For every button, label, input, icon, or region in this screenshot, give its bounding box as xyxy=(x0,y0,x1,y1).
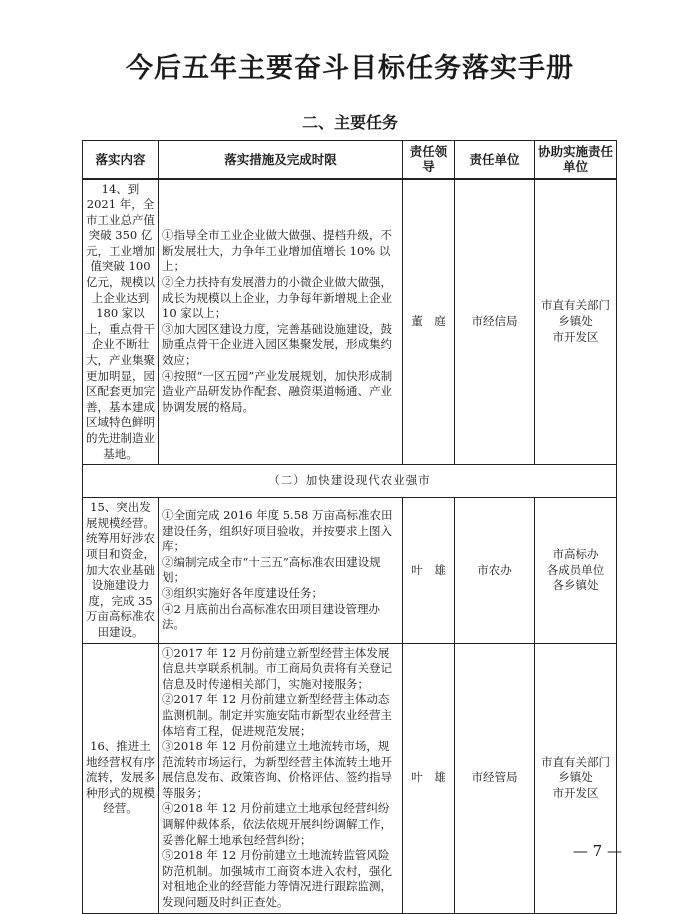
subheading-row xyxy=(83,465,617,498)
assist-item: 各成员单位 xyxy=(546,562,605,577)
assist-item: 各乡镇处 xyxy=(552,578,599,593)
measure-item: ③加大园区建设力度，完善基础设施建设，鼓励重点骨干企业进入园区集聚发展，形成集约效应； xyxy=(162,321,392,368)
table-row xyxy=(83,179,617,465)
assist-item: 乡镇处 xyxy=(558,314,593,329)
assist-item: 乡镇处 xyxy=(558,770,593,785)
responsible-leader: 董 庭 xyxy=(403,179,455,465)
task-measures xyxy=(159,498,403,643)
assist-item: 市开发区 xyxy=(552,785,599,800)
task-measures xyxy=(159,643,403,913)
assisting-units xyxy=(535,498,617,643)
measure-item: ①指导全市工业企业做大做强、提档升级，不断发展壮大，力争年工业增加值增长 10% 以上； xyxy=(162,228,392,274)
measure-item: ②编制完成全市“十三五”高标准农田建设规划； xyxy=(162,554,381,585)
measure-item: ④按照“一区五园”产业发展规划，加快形成制造业产品研发协作配套、融资渠道畅通、产业协调发展的格局。 xyxy=(162,368,393,414)
table-row xyxy=(83,643,617,913)
assist-item: 市高标办 xyxy=(552,546,599,561)
responsible-unit: 市经信局 xyxy=(455,179,535,465)
measure-item: ③组织实施好各年度建设任务； xyxy=(162,585,323,600)
task-measures xyxy=(159,179,403,465)
table-header-row xyxy=(83,141,617,179)
task-content: 15、突出发展规模经营。统筹用好涉农项目和资金，加大农业基础设施建设力度，完成 35 万亩高标准农田建设。 xyxy=(83,498,159,643)
task-content: 16、推进土地经营权有序流转，发展多种形式的规模经营。 xyxy=(83,643,159,913)
page-number: — 7 — xyxy=(572,842,622,860)
header-measures: 落实措施及完成时限 xyxy=(159,141,403,179)
responsible-unit: 市经管局 xyxy=(455,643,535,913)
measure-item: ⑤2018 年 12 月份前建立土地流转监管风险防范机制。加强城市工商资本进入农村，强化对租地企业的经营能力等情况进行跟踪监测，发现问题及时纠正查处。 xyxy=(162,848,392,910)
measure-item: ②全力扶持有发展潜力的小微企业做大做强，成长为规模以上企业，力争每年新增规上企业 10 家以上； xyxy=(162,275,392,321)
measure-item: ③2018 年 12 月份前建立土地流转市场，规范流转市场运行，为新型经营主体流转土地开展信息发布、政策咨询、价格评估、签约指导等服务； xyxy=(162,739,392,800)
task-table xyxy=(82,140,617,914)
document-title: 今后五年主要奋斗目标任务落实手册 xyxy=(126,53,574,84)
header-leader: 责任领导 xyxy=(403,141,455,179)
header-unit: 责任单位 xyxy=(455,141,535,179)
measure-item: ④2 月底前出台高标准农田项目建设管理办法。 xyxy=(162,601,380,632)
measure-item: ②2017 年 12 月份前建立新型经营主体动态监测机制。制定并实施安陆市新型农业经营主体培育工程，促进规范发展； xyxy=(162,692,392,738)
assist-item: 市直有关部门 xyxy=(541,754,610,769)
task-content: 14、到 2021 年，全市工业总产值突破 350 亿元，工业增加值突破 100 亿元，规模以上企业达到 180 家以上，重点骨干企业不断壮大，产业集聚更加明显，园区配套更加完善，基本建成区域特色鲜明的先进制造业基地。 xyxy=(83,179,159,465)
section-title: 二、主要任务 xyxy=(301,113,398,132)
subheading: （二）加快建设现代农业强市 xyxy=(83,465,617,498)
header-assist: 协助实施责任单位 xyxy=(535,141,617,179)
measure-item: ①全面完成 2016 年度 5.58 万亩高标准农田建设任务，组织好项目验收，并按要求上图入库； xyxy=(162,507,393,554)
responsible-leader: 叶 雄 xyxy=(403,498,455,643)
measure-item: ①2017 年 12 月份前建立新型经营主体发展信息共享联系机制。市工商局负责将有关登记信息及时传递相关部门，实施对接服务； xyxy=(162,645,392,691)
responsible-leader: 叶 雄 xyxy=(403,643,455,913)
measure-item: ④2018 年 12 月份前建立土地承包经营纠纷调解仲裁体系，依法依规开展纠纷调解工作，妥善化解土地承包经营纠纷； xyxy=(162,801,392,847)
header-content: 落实内容 xyxy=(83,141,159,179)
assisting-units xyxy=(535,179,617,465)
assist-item: 市开发区 xyxy=(552,329,599,344)
responsible-unit: 市农办 xyxy=(455,498,535,643)
assisting-units xyxy=(535,643,617,913)
table-row xyxy=(83,498,617,643)
assist-item: 市直有关部门 xyxy=(541,298,610,313)
